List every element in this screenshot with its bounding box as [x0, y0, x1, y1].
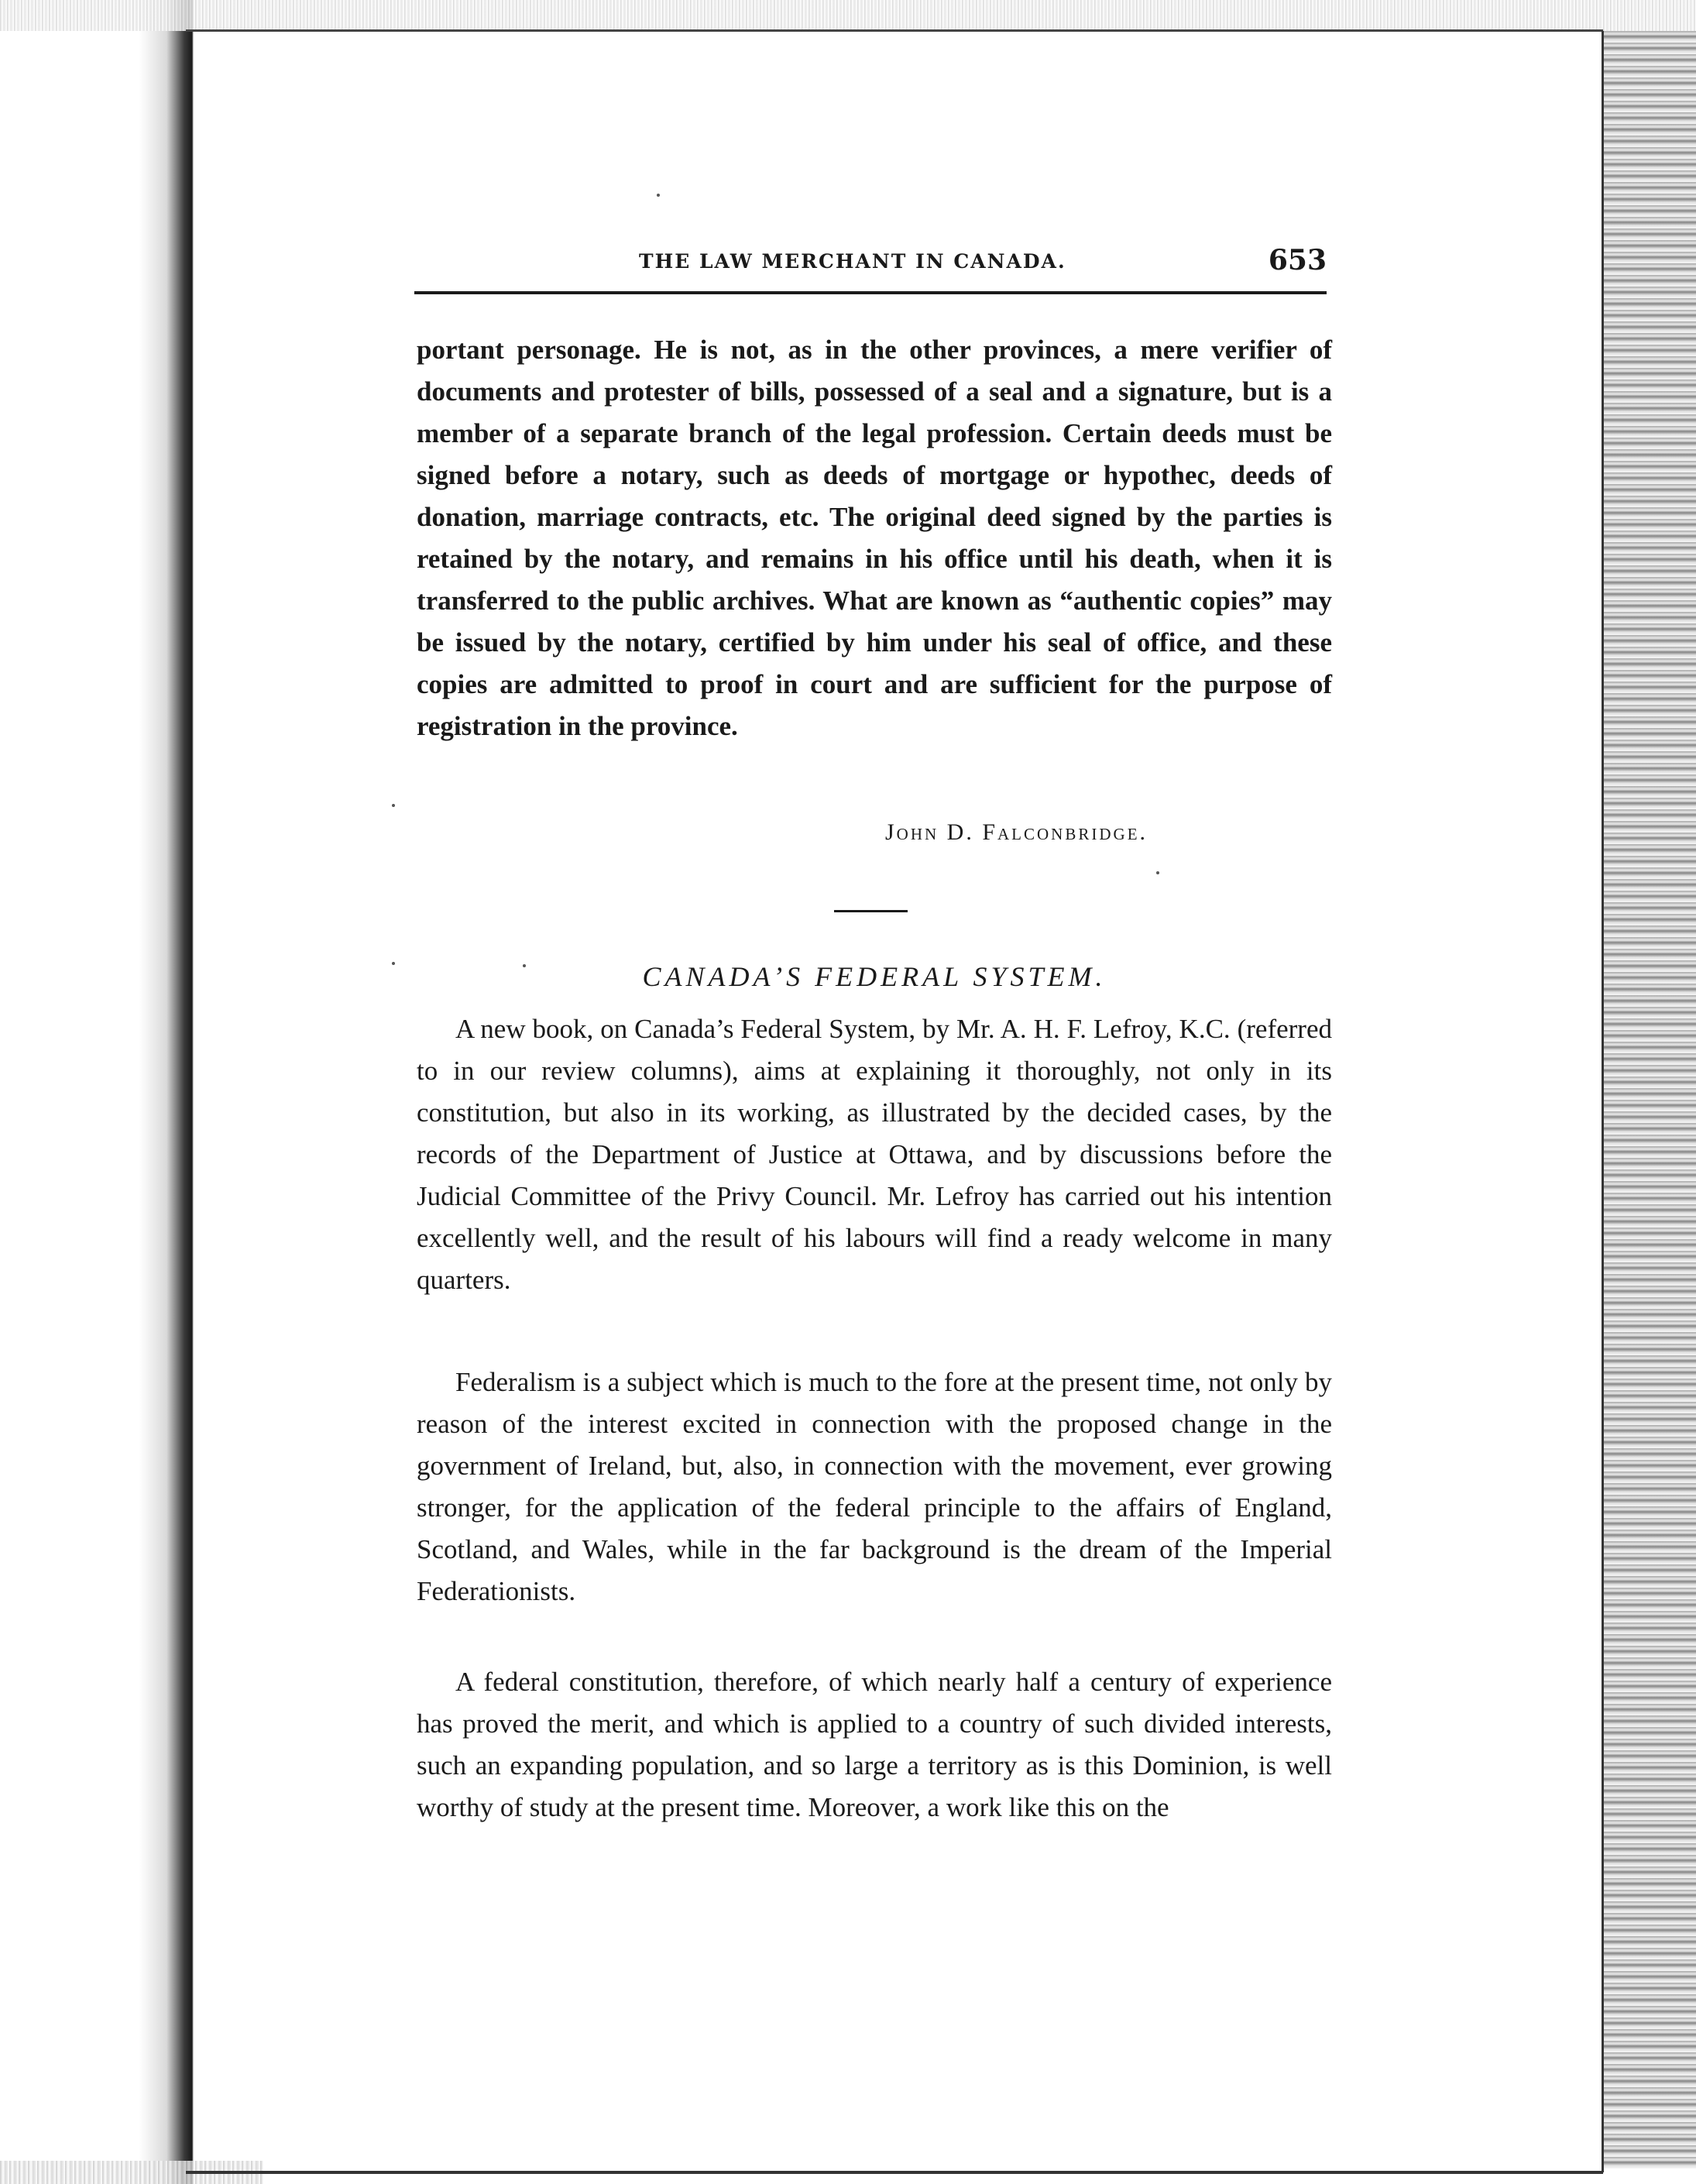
- section-paragraph: A new book, on Canada’s Federal System, by Mr. A. H. F. Lefroy, K.C. (referred to in our review columns), aims at explaining it thoroughly, not only in its constitution, but also in its working, as illustrated by the decided cases, by the records of the Department of Justice at Ottawa, and by discussions before the Judicial Committee of the Privy Council. Mr. Lefroy has carried out his intention excellently well, and the result of his labours will find a ready welcome in many quarters.: [417, 1014, 1332, 1295]
- scan-speck: [1156, 871, 1159, 874]
- running-head-title: THE LAW MERCHANT IN CANADA.: [639, 250, 1066, 273]
- page-number: 653: [1268, 244, 1327, 276]
- scan-bottom-border: [186, 2171, 1603, 2174]
- section-divider: [834, 910, 908, 912]
- header-rule: [414, 291, 1327, 294]
- scan-speck: [657, 194, 660, 197]
- scan-speck: [392, 962, 395, 965]
- section-paragraph: Federalism is a subject which is much to the fore at the present time, not only by reason of the interest excited in connection with the proposed change in the government of Ireland, but, also, in connection with the movement, ever growing stronger, for the application of the federal principle to the affairs of England, Scotland, and Wales, while in the far background is the dream of the Imperial Federationists.: [417, 1367, 1332, 1606]
- scan-top-border: [186, 29, 1603, 32]
- page-edge-stack: [1603, 31, 1696, 2169]
- section-title: CANADA’S FEDERAL SYSTEM.: [642, 961, 1107, 992]
- book-binding-shadow: [0, 0, 194, 2184]
- scan-speck: [392, 804, 395, 807]
- running-head: [414, 244, 1327, 283]
- scan-top-edge: [0, 0, 1696, 31]
- author-signature: John D. Falconbridge.: [885, 819, 1148, 845]
- scan-right-border: [1602, 31, 1604, 2172]
- continued-paragraph: portant personage. He is not, as in the other provinces, a mere verifier of documents and protester of bills, possessed of a seal and a signature, but is a member of a separate branch of the legal profession. Certain deeds must be signed before a notary, such as deeds of mortgage or hypothec, deeds of donation, marriage contracts, etc. The original deed signed by the parties is retained by the notary, and remains in his office until his death, when it is transferred to the public archives. What are known as “authentic copies” may be issued by the notary, certified by him under his seal of office, and these copies are admitted to proof in court and are sufficient for the purpose of registration in the province.: [417, 335, 1332, 741]
- section-paragraph: A federal constitution, therefore, of which nearly half a century of experience has proved the merit, and which is applied to a country of such divided interests, such an expanding population, and so large a territory as is this Dominion, is well worthy of study at the present time. Moreover, a work like this on the: [417, 1667, 1332, 1822]
